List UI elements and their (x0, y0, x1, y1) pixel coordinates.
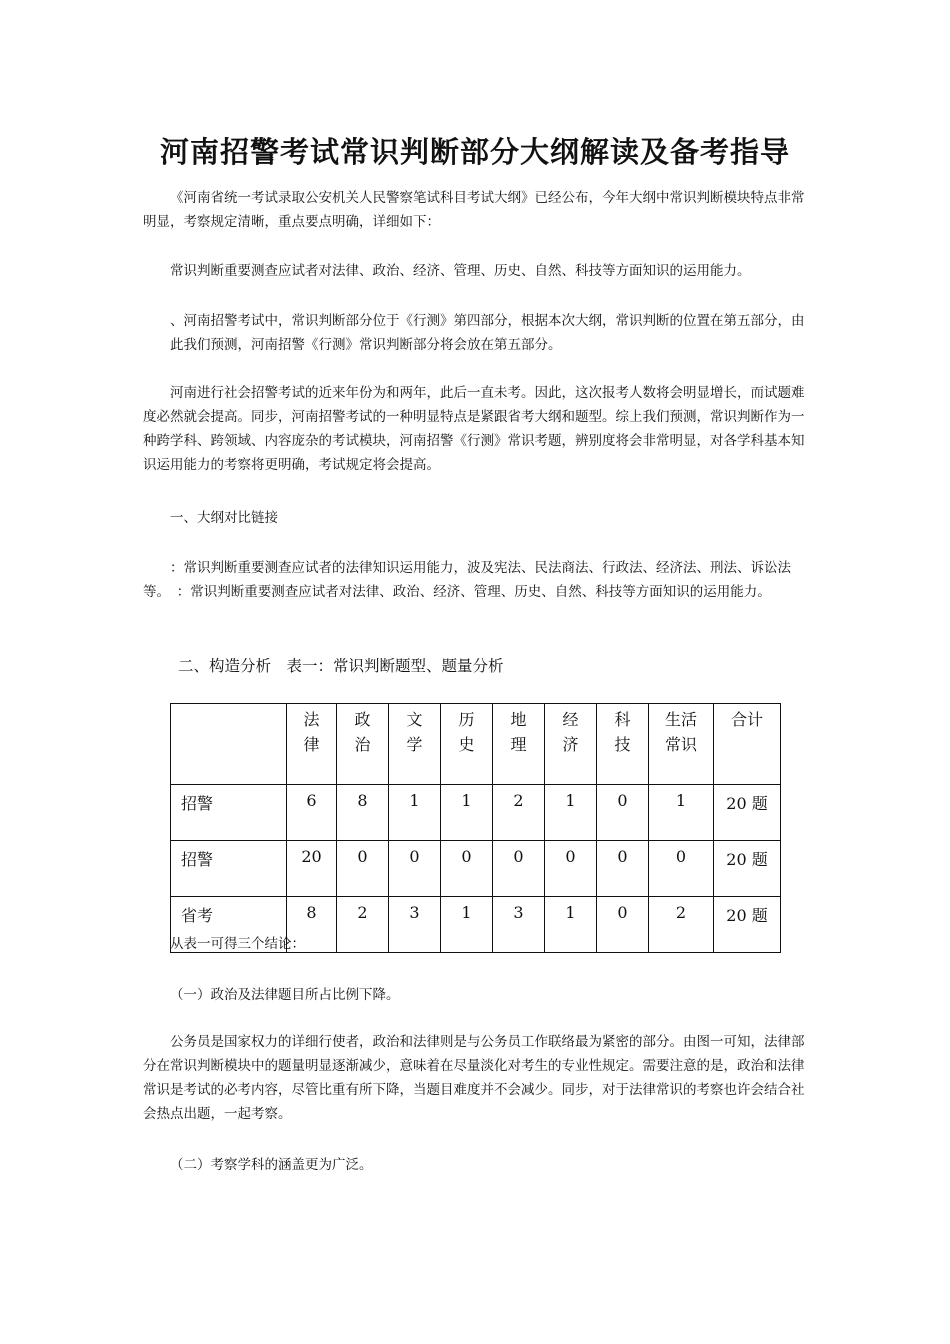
header-total: 合计 (714, 704, 781, 785)
table-cell: 2 (493, 785, 545, 841)
table-cell: 8 (337, 785, 389, 841)
table-cell: 3 (493, 897, 545, 953)
intro-paragraph: 《河南省统一考试录取公安机关人民警察笔试科目考试大纲》已经公布，今年大纲中常识判断模块特点非常明显，考察规定清晰，重点要点明确，详细如下： (143, 190, 805, 230)
conclusion-two-heading: （二）考察学科的涵盖更为广泛。 (170, 1157, 373, 1173)
header-life-knowledge: 生活 常识 (649, 704, 714, 785)
table-cell: 3 (389, 897, 441, 953)
table-cell: 1 (441, 897, 493, 953)
table-cell: 8 (287, 897, 337, 953)
row-label: 招警 (171, 785, 287, 841)
conclusion-one-heading: （一）政治及法律题目所占比例下降。 (170, 987, 400, 1003)
header-history: 历 史 (441, 704, 493, 785)
scope-paragraph: 常识判断重要测查应试者对法律、政治、经济、管理、历史、自然、科技等方面知识的运用能力。 (170, 263, 751, 279)
table-row (171, 841, 781, 897)
question-type-table (170, 703, 781, 953)
table-cell: 1 (441, 785, 493, 841)
header-geography: 地 理 (493, 704, 545, 785)
table-cell: 6 (287, 785, 337, 841)
table-cell: 20 题 (714, 841, 781, 897)
table-cell: 0 (597, 841, 649, 897)
table-cell: 20 题 (714, 785, 781, 841)
row-label: 招警 (171, 841, 287, 897)
header-literature: 文 学 (389, 704, 441, 785)
table-cell: 0 (597, 785, 649, 841)
table-cell: 0 (597, 897, 649, 953)
table-cell: 20 (287, 841, 337, 897)
table-cell: 0 (337, 841, 389, 897)
header-politics: 政 治 (337, 704, 389, 785)
header-economics: 经 济 (545, 704, 597, 785)
table-cell: 20 题 (714, 897, 781, 953)
table-corner-cell (171, 704, 287, 785)
table-cell: 0 (389, 841, 441, 897)
table-cell: 1 (649, 785, 714, 841)
position-paragraph: 、河南招警考试中，常识判断部分位于《行测》第四部分，根据本次大纲，常识判断的位置在第五部分，由此我们预测，河南招警《行测》常识判断部分将会放在第五部分。 (170, 313, 805, 353)
header-law: 法 律 (287, 704, 337, 785)
table-cell: 0 (649, 841, 714, 897)
table-row (171, 785, 781, 841)
outline-heading: 一、大纲对比链接 (170, 510, 278, 526)
table-cell: 1 (545, 897, 597, 953)
row-label: 省考 (171, 897, 287, 953)
table-cell: 2 (337, 897, 389, 953)
prediction-paragraph: 河南进行社会招警考试的近来年份为和两年，此后一直未考。因此，这次报考人数将会明显增长，而试题难度必然就会提高。同步，河南招警考试的一种明显特点是紧跟省考大纲和题型。综上我们预测，常识判断作为一种跨学科、跨领域、内容庞杂的考试模块，河南招警《行测》常识考题，辨别度将会非常明显，对各学科基本知识运用能力的考察将更明确，考试规定将会提高。 (143, 385, 805, 473)
document-title: 河南招警考试常识判断部分大纲解读及备考指导 (159, 135, 790, 169)
table-cell: 1 (389, 785, 441, 841)
table-cell: 1 (545, 785, 597, 841)
table-header-row (171, 704, 781, 785)
outline-comparison-paragraph: ：常识判断重要测查应试者的法律知识运用能力，波及宪法、民法商法、行政法、经济法、刑法、诉讼法等。 ：常识判断重要测查应试者对法律、政治、经济、管理、历史、自然、科技等方面知识的运用能力。 (143, 560, 791, 600)
conclusion-one-body: 公务员是国家权力的详细行使者，政治和法律则是与公务员工作联络最为紧密的部分。由图一可知，法律部分在常识判断模块中的题量明显逐渐减少，意味着在尽量淡化对考生的专业性规定。需要注意的是，政治和法律常识是考试的必考内容，尽管比重有所下降，当题目难度并不会减少。同步，对于法律常识的考察也许会结合社会热点出题，一起考察。 (143, 1034, 805, 1122)
table-cell: 2 (649, 897, 714, 953)
table-cell: 0 (441, 841, 493, 897)
table-cell: 0 (545, 841, 597, 897)
section-heading: 二、构造分析 表一：常识判断题型、题量分析 (178, 657, 504, 675)
header-technology: 科 技 (597, 704, 649, 785)
table-caption: 从表一可得三个结论： (170, 936, 305, 952)
table-cell: 0 (493, 841, 545, 897)
